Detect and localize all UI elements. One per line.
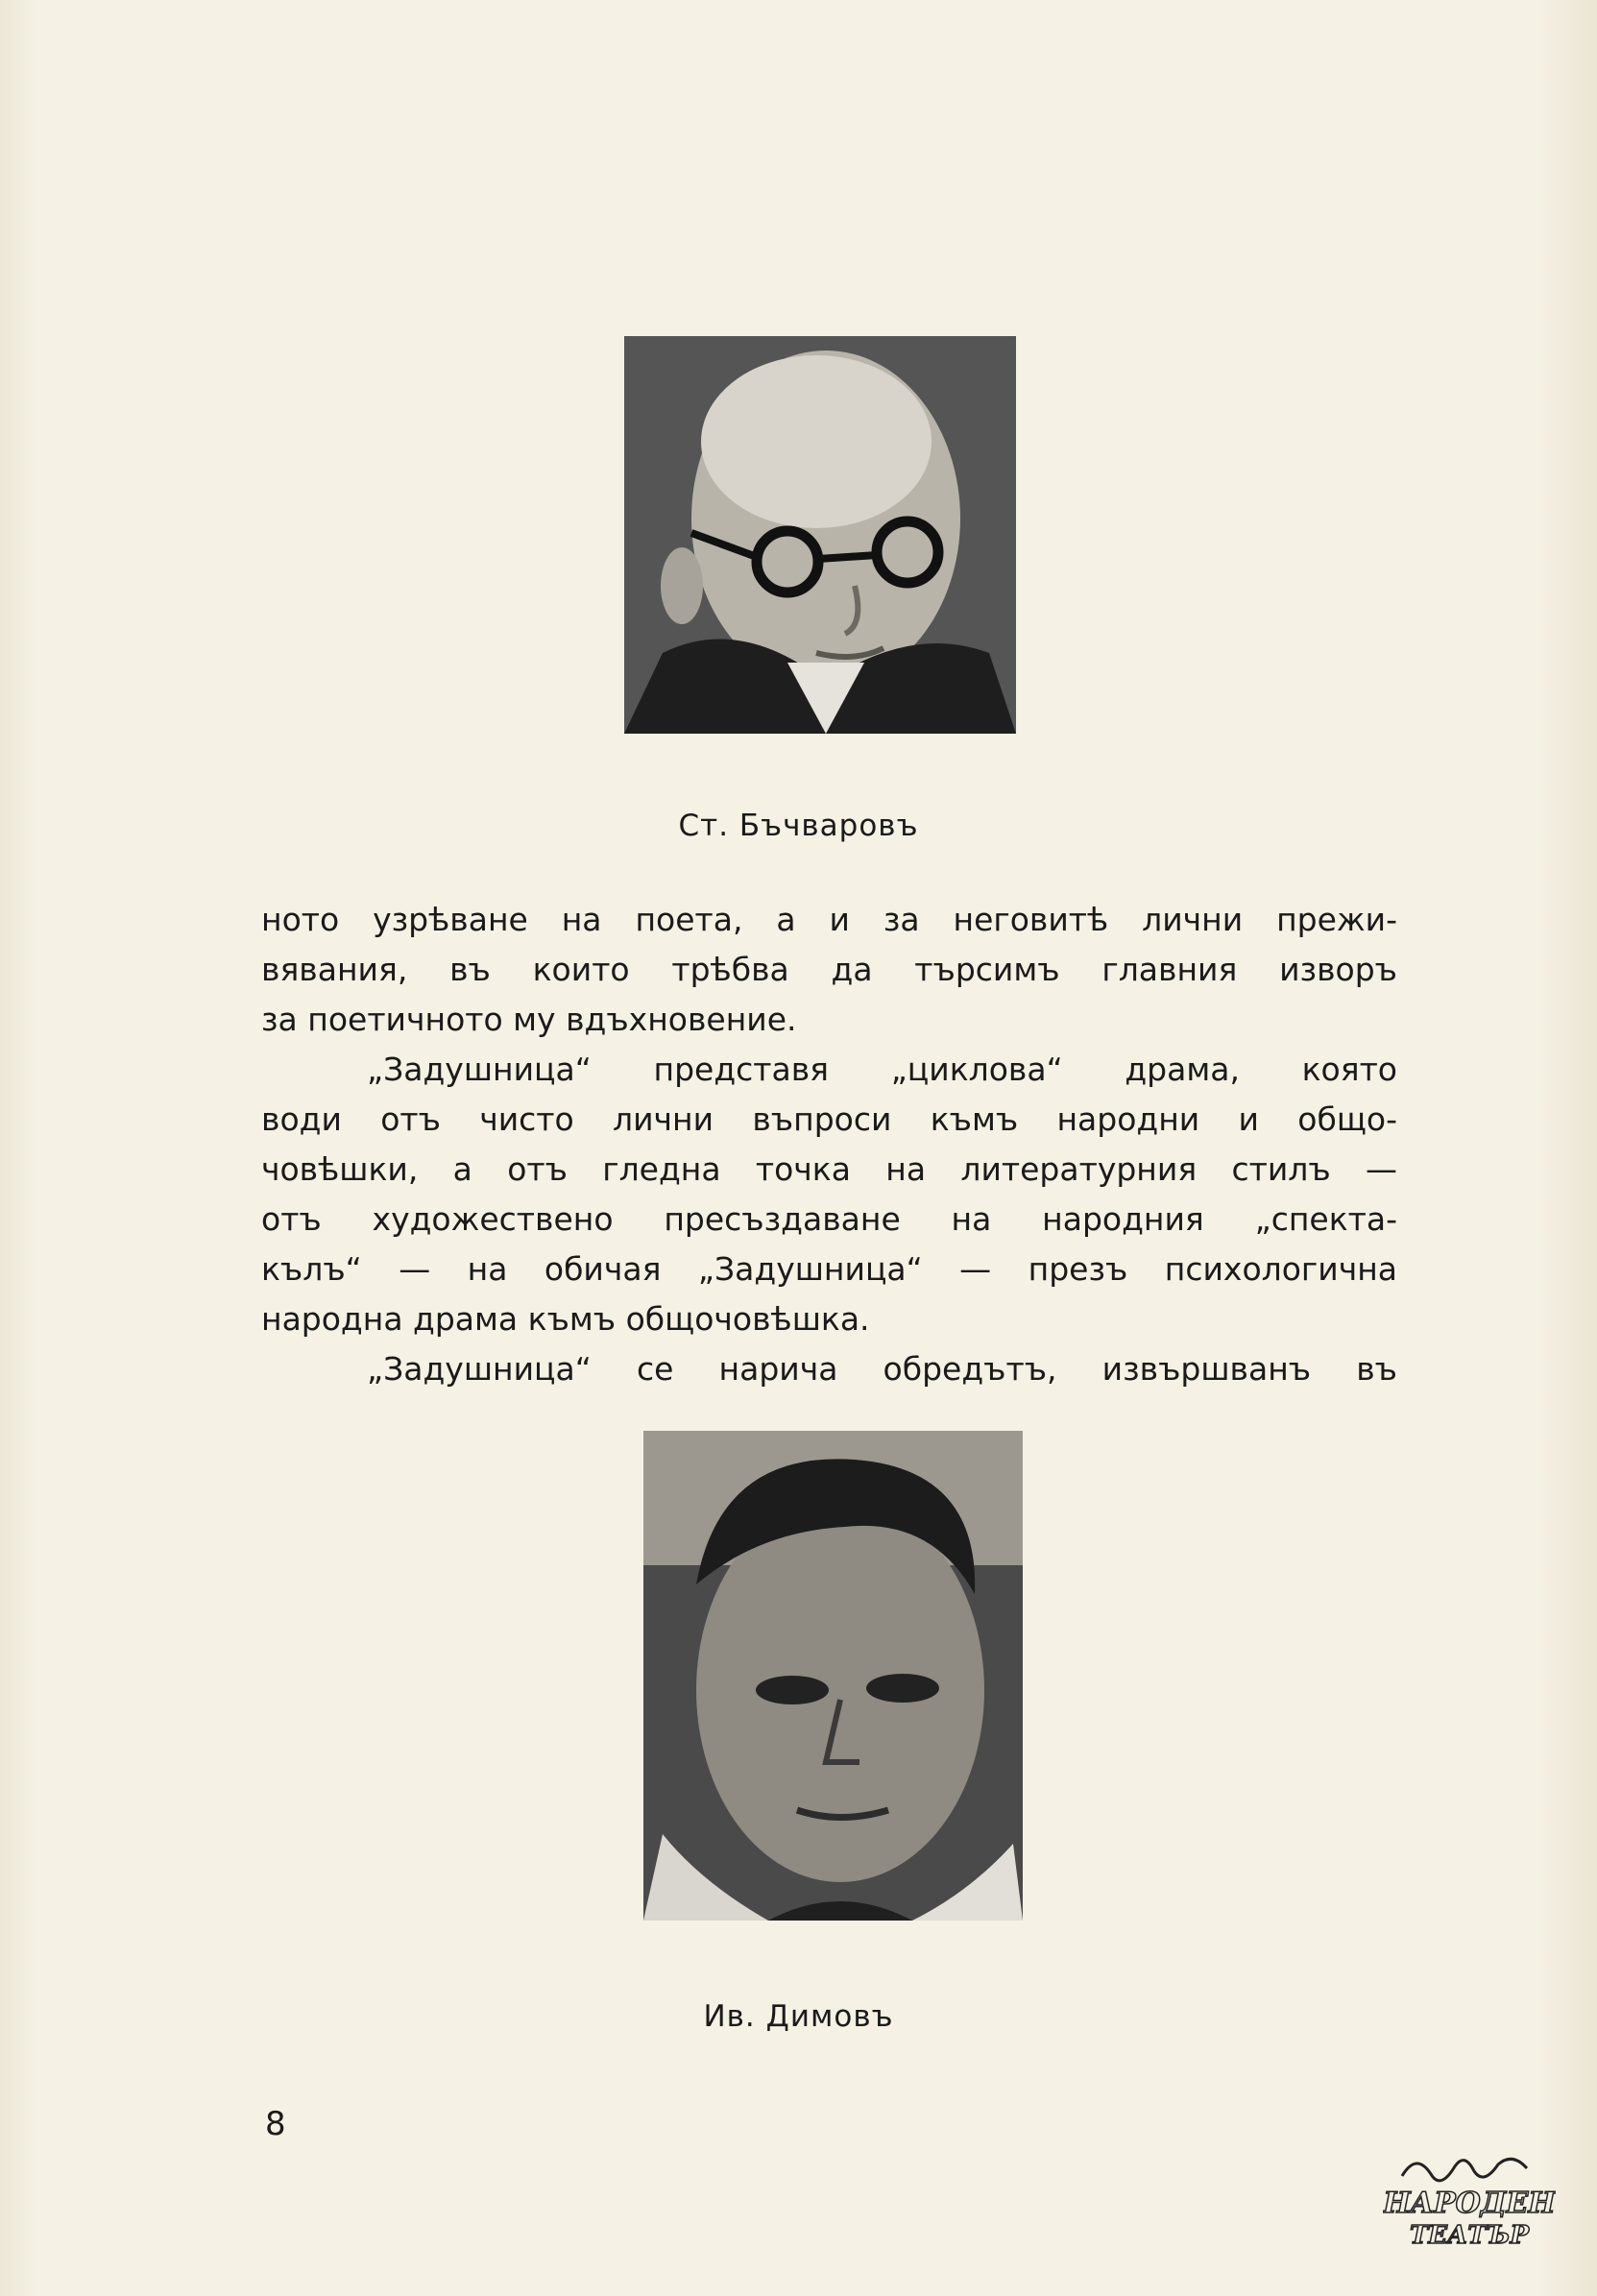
text-line: народна драма къмъ общочовѣшка. [261, 1300, 870, 1338]
portrait-photo-bachvarov [624, 336, 1016, 734]
paragraph [261, 1344, 1397, 1394]
text-line: ното узрѣване на поета, а и за неговитѣ лични прежи- [261, 901, 1397, 938]
body-text [261, 895, 1397, 1394]
text-line: кълъ“ — на обичая „Задушница“ — презъ психологична [261, 1250, 1397, 1288]
text-line: за поетичното му вдъхновение. [261, 1001, 797, 1038]
text-line: „Задушница“ се нарича обредътъ, извършванъ въ [367, 1350, 1397, 1388]
text-line: води отъ чисто лични въпроси къмъ народни и общо- [261, 1100, 1397, 1138]
theatre-logo-stamp [1383, 2147, 1556, 2253]
text-line: човѣшки, а отъ гледна точка на литературния стилъ — [261, 1150, 1397, 1188]
paragraph [261, 895, 1397, 1045]
paragraph [261, 1045, 1397, 1344]
photo-caption: Ив. Димовъ [703, 1999, 894, 2034]
svg-text:НАРОДЕН: НАРОДЕН [1383, 2187, 1556, 2220]
text-line: отъ художествено пресъздаване на народния „спекта- [261, 1200, 1397, 1238]
photo-caption: Ст. Бъчваровъ [678, 809, 919, 843]
text-line: „Задушница“ представя „циклова“ драма, която [367, 1051, 1397, 1088]
text-line: вявания, въ които трѣбва да търсимъ главния изворъ [261, 951, 1397, 988]
svg-text:ТЕАТЪР: ТЕАТЪР [1409, 2221, 1530, 2250]
portrait-photo-dimov [643, 1431, 1023, 1921]
page-number: 8 [265, 2105, 286, 2143]
